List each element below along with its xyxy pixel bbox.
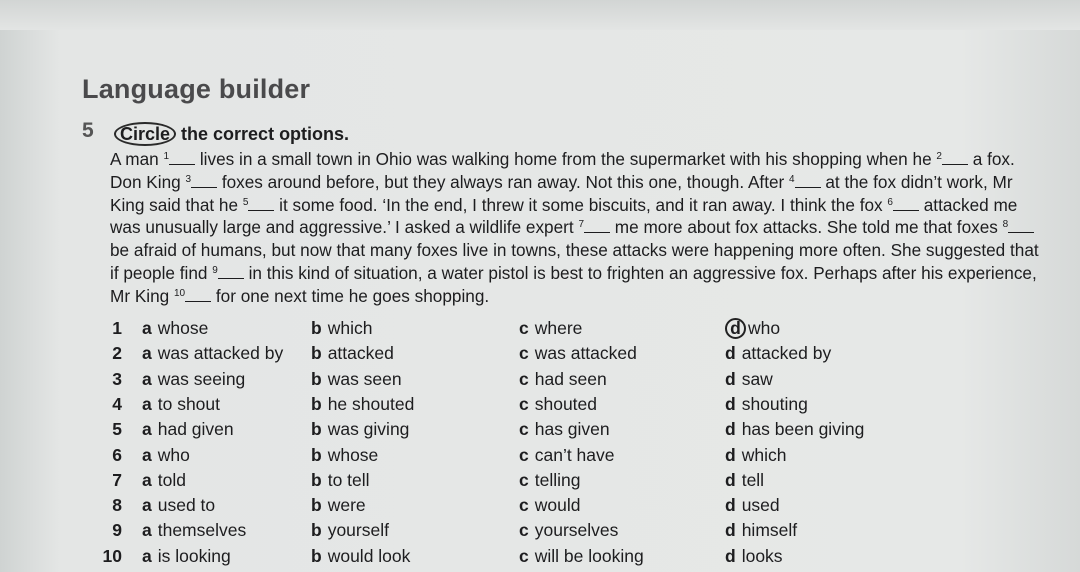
option-b[interactable] [311, 369, 402, 390]
option-letter: b [311, 520, 322, 541]
option-text: to tell [327, 469, 370, 490]
option-letter: c [519, 318, 529, 338]
section-heading: Language builder [82, 74, 311, 104]
option-text: looks [741, 545, 783, 566]
option-letter: a [142, 318, 152, 338]
passage-text: for one next time he goes shopping. [211, 285, 490, 306]
option-text: had seen [534, 368, 607, 389]
option-a[interactable] [142, 343, 283, 364]
answer-row [0, 445, 1080, 470]
option-letter: a [142, 343, 152, 364]
option-c[interactable] [519, 419, 610, 440]
answer-blank [169, 150, 195, 165]
option-d[interactable] [725, 546, 783, 567]
option-text: has been giving [741, 419, 865, 440]
option-d[interactable] [725, 470, 764, 491]
option-letter: a [142, 419, 152, 440]
option-c[interactable] [519, 343, 637, 364]
option-letter: a [142, 545, 152, 566]
passage-text: be afraid of humans, but now that many foxes live in towns, these attacks were happening more often. She suggested that if people find [110, 240, 1039, 283]
question-number: 2 [112, 343, 122, 364]
option-b[interactable] [311, 520, 389, 541]
option-letter: c [519, 368, 529, 389]
passage-text: a fox. Don King [110, 149, 1015, 192]
option-letter: b [311, 495, 322, 516]
passage-text: lives in a small town in Ohio was walking home from the supermarket with his shopping when he [195, 149, 937, 169]
blank-number: 8 [1002, 219, 1009, 231]
option-text: yourself [327, 520, 389, 541]
option-letter: a [142, 393, 152, 414]
option-letter: d [725, 545, 736, 566]
question-number: 1 [112, 318, 122, 338]
answer-blank [218, 264, 244, 279]
answer-row [0, 546, 1080, 571]
answer-row [0, 470, 1080, 495]
option-letter: d [725, 368, 736, 389]
answer-row [0, 419, 1080, 444]
option-text: told [157, 469, 186, 490]
option-text: will be looking [534, 545, 644, 566]
option-c[interactable] [519, 318, 582, 339]
option-text: is looking [157, 545, 231, 566]
option-d[interactable] [725, 520, 797, 541]
blank-number: 9 [212, 264, 218, 276]
option-d[interactable] [725, 394, 808, 415]
blank-number: 7 [578, 219, 585, 231]
option-text: would [534, 495, 581, 516]
question-number: 6 [112, 444, 122, 465]
passage-text: at the fox didn’t work, Mr King said that he [110, 171, 1013, 215]
option-text: saw [741, 368, 773, 389]
option-b[interactable] [311, 470, 370, 491]
option-letter: c [519, 520, 529, 541]
option-c[interactable] [519, 470, 580, 491]
option-d[interactable] [725, 369, 773, 390]
circled-option-letter: d [725, 318, 746, 339]
option-letter: d [725, 469, 736, 490]
answer-row [0, 394, 1080, 419]
option-c[interactable] [519, 394, 597, 415]
question-number: 8 [112, 495, 122, 516]
option-text: themselves [157, 520, 247, 541]
option-text: attacked by [741, 343, 832, 364]
question-number: 3 [112, 368, 122, 389]
option-text: where [534, 318, 583, 338]
option-d[interactable] [725, 445, 786, 466]
answer-row [0, 369, 1080, 394]
option-letter: c [519, 545, 529, 566]
option-c[interactable] [519, 369, 607, 390]
question-number: 7 [112, 469, 122, 490]
option-letter: c [519, 495, 529, 516]
option-letter: d [725, 343, 736, 364]
blank-number: 1 [163, 151, 170, 162]
instruction-text: the correct options. [176, 124, 350, 144]
option-a[interactable] [142, 520, 246, 541]
answer-blank [1008, 218, 1034, 233]
option-text: he shouted [327, 393, 415, 414]
blank-number: 4 [789, 173, 795, 185]
page-edge-shadow [0, 0, 1080, 30]
option-text: tell [741, 469, 765, 490]
option-d[interactable] [725, 419, 864, 440]
option-text: was seeing [157, 368, 246, 389]
option-letter: a [142, 520, 152, 541]
option-b[interactable] [311, 419, 409, 440]
option-d[interactable] [725, 495, 780, 516]
option-text: was attacked [534, 343, 637, 364]
exercise-number: 5 [82, 119, 94, 142]
option-letter: a [142, 469, 152, 490]
passage-text: A man [110, 149, 164, 169]
answer-row [0, 495, 1080, 520]
option-letter: b [311, 368, 322, 389]
option-text: was attacked by [157, 343, 284, 364]
option-text: shouting [741, 393, 808, 414]
option-a[interactable] [142, 546, 231, 567]
answer-row [0, 520, 1080, 545]
option-text: to shout [157, 393, 221, 414]
answer-blank [942, 150, 968, 165]
option-text: would look [327, 545, 411, 566]
passage-text: it some food. ‘In the end, I threw it some biscuits, and it ran away. I think the fox [274, 194, 888, 215]
option-text: whose [327, 444, 379, 465]
option-text: whose [157, 318, 209, 338]
option-text: shouted [534, 393, 598, 414]
option-text: used [741, 495, 780, 516]
option-letter: a [142, 495, 152, 516]
option-text: was giving [327, 419, 410, 440]
blank-number: 6 [887, 196, 893, 208]
option-letter: b [311, 318, 322, 338]
option-text: who [748, 318, 781, 338]
option-letter: b [311, 343, 322, 364]
option-letter: a [142, 444, 152, 465]
option-letter: d [725, 419, 736, 440]
option-text: himself [741, 520, 798, 541]
option-text: telling [534, 469, 581, 490]
option-a[interactable] [142, 445, 190, 466]
answer-row [0, 318, 1080, 343]
option-letter: c [519, 444, 529, 465]
option-text: had given [157, 419, 234, 440]
passage-text: foxes around before, but they always ran away. Not this one, though. After [217, 171, 790, 192]
option-letter: d [725, 495, 736, 516]
option-letter: b [311, 444, 322, 465]
option-letter: c [519, 393, 529, 414]
option-text: has given [534, 419, 610, 440]
option-d[interactable] [725, 343, 831, 364]
option-letter: d [725, 520, 736, 541]
option-letter: c [519, 343, 529, 364]
option-letter: c [519, 469, 529, 490]
question-number: 5 [112, 419, 122, 440]
option-text: which [741, 444, 787, 465]
exercise-instruction [114, 122, 349, 146]
option-b[interactable] [311, 445, 378, 466]
reading-passage [110, 148, 1045, 308]
answer-blank [584, 218, 610, 233]
option-b[interactable] [311, 546, 410, 567]
option-letter: a [142, 368, 152, 389]
option-b[interactable] [311, 495, 366, 516]
blank-number: 5 [242, 196, 249, 208]
passage-text: attacked me was unusually large and aggressive.’ I asked a wildlife expert [110, 194, 1018, 238]
option-letter: d [725, 393, 736, 414]
question-number: 9 [112, 520, 122, 541]
question-number: 10 [102, 545, 122, 566]
option-c[interactable] [519, 546, 644, 567]
option-text: attacked [327, 343, 394, 364]
option-text: can’t have [534, 444, 615, 465]
blank-number: 3 [185, 173, 192, 185]
option-text: yourselves [534, 520, 619, 541]
option-text: used to [157, 495, 216, 516]
option-c[interactable] [519, 495, 580, 516]
option-text: who [157, 444, 190, 465]
option-text: which [327, 318, 373, 338]
option-c[interactable] [519, 520, 618, 541]
option-letter: b [311, 393, 322, 414]
question-number: 4 [112, 393, 122, 414]
option-letter: b [311, 419, 322, 440]
answer-blank [795, 173, 821, 188]
blank-number: 2 [936, 151, 942, 162]
answer-row [0, 343, 1080, 368]
option-letter: d [725, 444, 736, 465]
option-d[interactable] [725, 318, 780, 339]
option-letter: b [311, 469, 322, 490]
option-a[interactable] [142, 318, 208, 339]
answer-blank [893, 196, 919, 211]
option-a[interactable] [142, 419, 234, 440]
instruction-circled-word: Circle [114, 122, 176, 146]
option-b[interactable] [311, 343, 394, 364]
option-a[interactable] [142, 470, 186, 491]
option-text: were [327, 495, 366, 516]
option-b[interactable] [311, 318, 372, 339]
option-a[interactable] [142, 394, 220, 415]
option-b[interactable] [311, 394, 414, 415]
answer-blank [191, 173, 217, 188]
option-text: was seen [327, 368, 402, 389]
option-letter: c [519, 419, 529, 440]
passage-text: in this kind of situation, a water pistol is best to frighten an aggressive fox. Perhaps after his experience, Mr King [110, 262, 1037, 306]
option-letter: b [311, 545, 322, 566]
answer-blank [248, 196, 274, 211]
option-c[interactable] [519, 445, 615, 466]
answer-blank [185, 287, 211, 302]
option-a[interactable] [142, 369, 245, 390]
blank-number: 10 [174, 287, 186, 299]
option-a[interactable] [142, 495, 215, 516]
passage-text: me more about fox attacks. She told me that foxes [610, 217, 1003, 238]
